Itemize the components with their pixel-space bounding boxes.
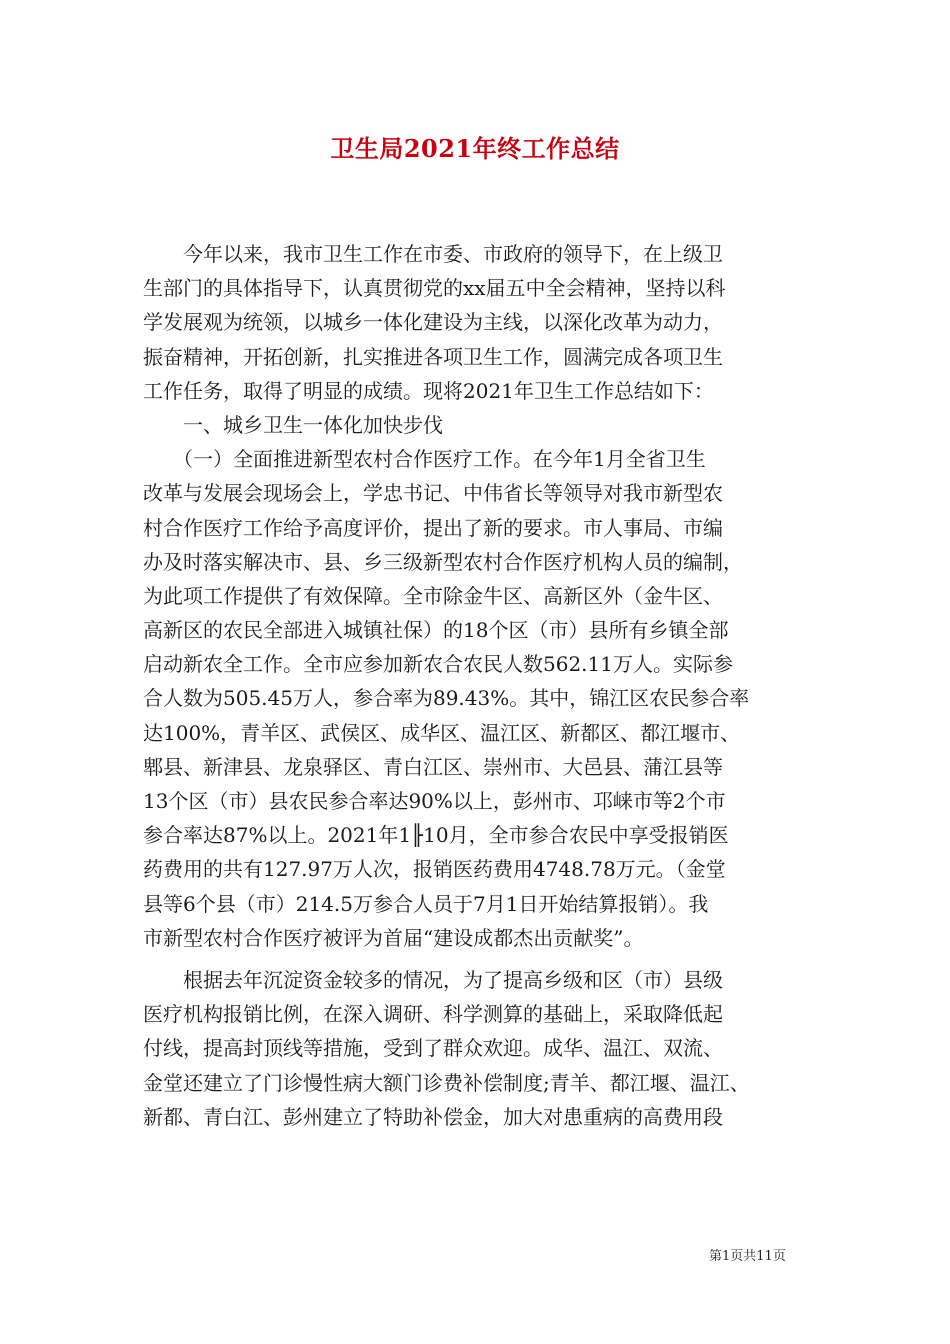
body-line: 村合作医疗工作给予高度评价，提出了新的要求。市人事局、市编: [143, 515, 723, 540]
body-line: 生部门的具体指导下，认真贯彻党的xx届五中全会精神，坚持以科: [143, 276, 726, 301]
body-line: 达100%，青羊区、武侯区、成华区、温江区、新都区、都江堰市、: [143, 720, 741, 745]
document-body: [143, 237, 803, 1134]
body-line: （一）全面推进新型农村合作医疗工作。在今年1月全省卫生: [143, 447, 706, 472]
body-line: 付线，提高封顶线等措施，受到了群众欢迎。成华、温江、双流、: [143, 1036, 723, 1061]
body-line: 启动新农全工作。全市应参加新农合农民人数562.11万人。实际参: [143, 652, 733, 677]
body-line: 药费用的共有127.97万人次，报销医药费用4748.78万元。（金堂: [143, 857, 726, 882]
body-line: 学发展观为统领，以城乡一体化建设为主线，以深化改革为动力，: [143, 310, 723, 335]
body-line: 县等6个县（市）214.5万参合人员于7月1日开始结算报销）。我: [143, 891, 709, 916]
body-line: 参合率达87%以上。2021年1╟10月，全市参合农民中享受报销医: [143, 823, 729, 848]
body-line: 办及时落实解决市、县、乡三级新型农村合作医疗机构人员的编制，: [143, 549, 743, 574]
body-line: 医疗机构报销比例，在深入调研、科学测算的基础上，采取降低起: [143, 1002, 723, 1027]
section-heading: 一、城乡卫生一体化加快步伐: [143, 412, 443, 437]
body-line: 合人数为505.45万人，参合率为89.43%。其中，锦江区农民参合率: [143, 686, 750, 711]
paragraph-gap: [143, 955, 803, 963]
body-line: 郫县、新津县、龙泉驿区、青白江区、崇州市、大邑县、蒲江县等: [143, 754, 723, 779]
body-line: 振奋精神，开拓创新，扎实推进各项卫生工作，圆满完成各项卫生: [143, 344, 723, 369]
page-number: 第1页共11页: [709, 1249, 786, 1264]
body-line: 工作任务，取得了明显的成绩。现将2021年卫生工作总结如下：: [143, 378, 714, 403]
body-line: 为此项工作提供了有效保障。全市除金牛区、高新区外（金牛区、: [143, 583, 723, 608]
body-line: 市新型农村合作医疗被评为首届“建设成都杰出贡献奖”。: [143, 925, 644, 950]
body-line: 今年以来，我市卫生工作在市委、市政府的领导下，在上级卫: [143, 242, 723, 266]
document-title: 卫生局2021年终工作总结: [330, 134, 620, 163]
body-line: 改革与发展会现场会上，学忠书记、中伟省长等领导对我市新型农: [143, 481, 723, 506]
body-line: 高新区的农民全部进入城镇社保）的18个区（市）县所有乡镇全部: [143, 618, 729, 643]
body-line: 13个区（市）县农民参合率达90%以上，彭州市、邛崃市等2个市: [143, 789, 726, 813]
body-line: 新都、青白江、彭州建立了特助补偿金，加大对患重病的高费用段: [143, 1104, 723, 1129]
body-line: 根据去年沉淀资金较多的情况，为了提高乡级和区（市）县级: [143, 967, 723, 992]
body-line: 金堂还建立了门诊慢性病大额门诊费补偿制度;青羊、都江堰、温江、: [143, 1070, 750, 1095]
